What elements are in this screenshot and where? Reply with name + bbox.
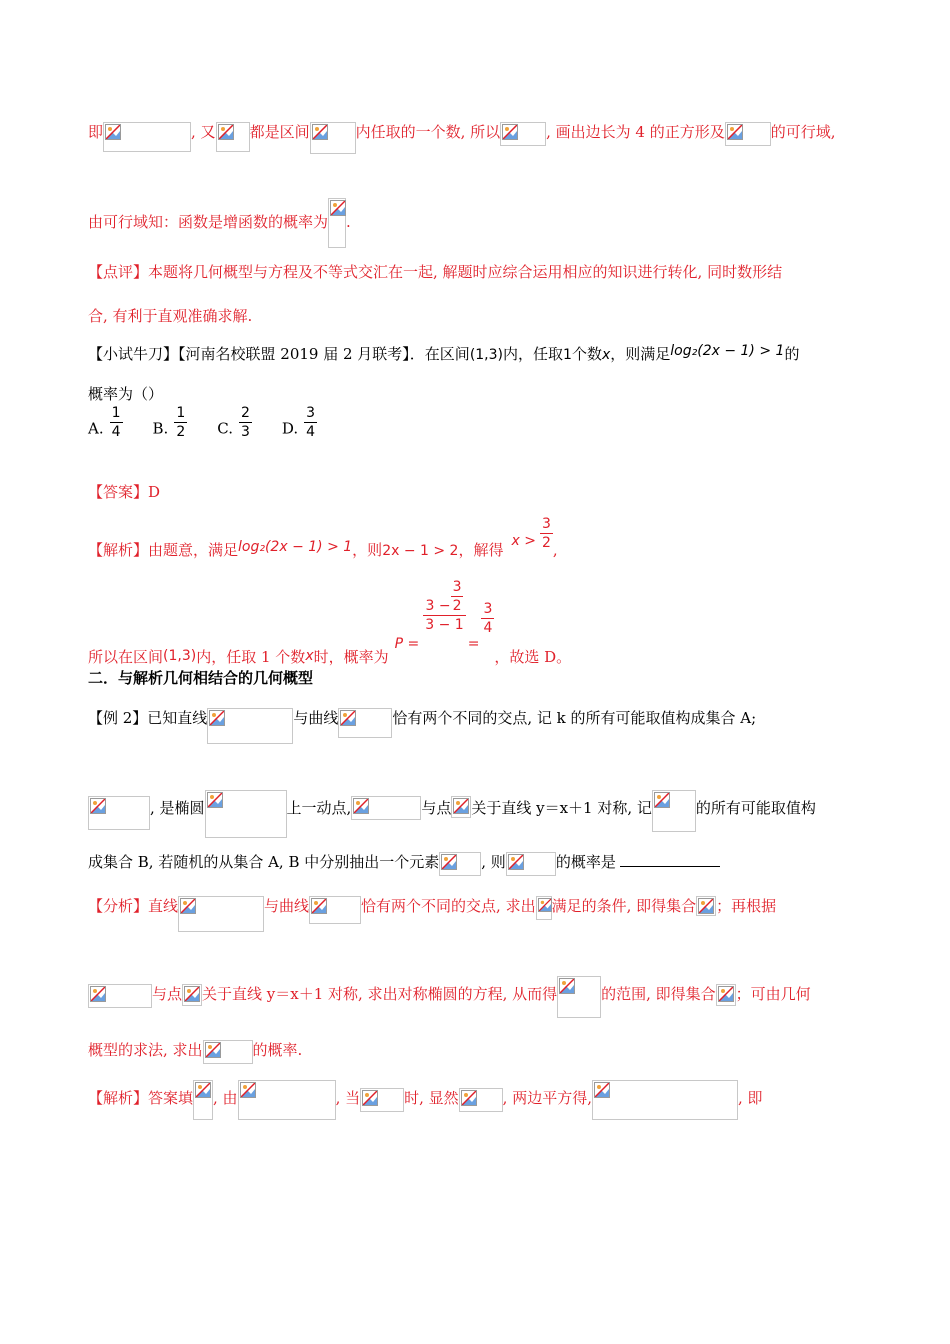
text-segment: , 由 bbox=[213, 1089, 238, 1107]
math-variable: x bbox=[305, 647, 314, 664]
text-segment: 的 bbox=[784, 345, 800, 363]
text-segment: 与曲线 bbox=[293, 709, 339, 727]
option-c[interactable] bbox=[217, 405, 252, 441]
text-segment: 时，概率为 bbox=[313, 647, 389, 666]
example2-line-2 bbox=[88, 790, 816, 838]
option-label: C. bbox=[217, 419, 233, 438]
broken-image-icon bbox=[654, 792, 670, 808]
text-segment: 概型的求法, 求出 bbox=[88, 1041, 203, 1059]
broken-image-icon bbox=[559, 978, 575, 994]
option-fraction bbox=[110, 404, 123, 441]
fraction-denominator: 2 bbox=[452, 597, 462, 614]
text-segment: 的概率. bbox=[252, 1041, 303, 1059]
formula-image bbox=[716, 984, 736, 1006]
broken-image-icon bbox=[508, 854, 524, 870]
broken-image-icon bbox=[218, 124, 234, 140]
formula-image bbox=[310, 122, 356, 154]
formula-image bbox=[459, 1088, 503, 1112]
formula-image bbox=[439, 852, 481, 876]
broken-image-icon bbox=[205, 1042, 221, 1058]
fraction-numerator: 3 bbox=[452, 578, 462, 595]
fraction-numerator: 1 bbox=[111, 405, 121, 421]
text-segment: , 即 bbox=[737, 1089, 763, 1107]
formula-image bbox=[652, 790, 696, 832]
text-segment: 即 bbox=[88, 123, 104, 141]
text-segment: 都是区间 bbox=[249, 123, 310, 141]
broken-image-icon bbox=[207, 792, 223, 808]
fraction-denominator: 4 bbox=[483, 620, 493, 636]
text-segment: 【例 2】已知直线 bbox=[88, 709, 208, 727]
analysis2-line-3 bbox=[88, 1040, 302, 1064]
text-segment: ，故选 D。 bbox=[494, 647, 572, 666]
option-label: A. bbox=[88, 419, 104, 438]
fraction-numerator: 1 bbox=[176, 405, 186, 421]
formula-image bbox=[88, 796, 150, 830]
broken-image-icon bbox=[311, 898, 327, 914]
text-segment: 与曲线 bbox=[264, 897, 310, 915]
math-fraction bbox=[540, 515, 553, 552]
text-segment: 内，任取 1 个数 bbox=[196, 647, 306, 666]
quiz-question-line-2: 概率为（） bbox=[88, 385, 164, 403]
result-fraction bbox=[481, 600, 494, 637]
text-segment: 内，任取 bbox=[503, 345, 564, 363]
solution-line bbox=[88, 1080, 763, 1120]
answer: 【答案】D bbox=[88, 483, 161, 501]
formula-image bbox=[203, 1040, 253, 1064]
text-segment: ，则满足 bbox=[610, 345, 671, 363]
broken-image-icon bbox=[90, 798, 106, 814]
comment-line-1: 【点评】本题将几何概型与方程及不等式交汇在一起, 解题时应综合运用相应的知识进行转化, 同时数形结 bbox=[88, 263, 783, 281]
text-segment: 上一动点, bbox=[286, 799, 352, 817]
analysis-line-2 bbox=[88, 574, 572, 666]
text-segment: 的可行域, bbox=[770, 123, 836, 141]
formula-image bbox=[351, 796, 421, 820]
text-segment: ，解得 bbox=[458, 541, 504, 559]
formula-image bbox=[182, 984, 202, 1006]
formula-image bbox=[103, 122, 191, 152]
math-expression: = bbox=[467, 635, 480, 652]
broken-image-icon bbox=[340, 710, 356, 726]
broken-image-icon bbox=[209, 710, 225, 726]
formula-image bbox=[725, 122, 771, 146]
quiz-interval: (1,3) bbox=[469, 347, 504, 363]
paragraph-feasible-region bbox=[88, 122, 836, 154]
broken-image-icon bbox=[180, 898, 196, 914]
broken-image-icon bbox=[727, 124, 743, 140]
broken-image-icon bbox=[441, 854, 457, 870]
broken-image-icon bbox=[718, 986, 734, 1002]
formula-image bbox=[238, 1080, 336, 1120]
quiz-tag: 【小试牛刀】 bbox=[88, 345, 179, 363]
option-fraction bbox=[174, 404, 187, 441]
formula-image bbox=[178, 896, 264, 932]
text-segment: 所以在区间 bbox=[88, 647, 164, 666]
broken-image-icon bbox=[362, 1090, 378, 1106]
text-segment: ，则 bbox=[352, 541, 383, 559]
option-fraction bbox=[304, 404, 317, 441]
broken-image-icon bbox=[594, 1082, 610, 1098]
broken-image-icon bbox=[312, 124, 328, 140]
text-segment: . bbox=[346, 213, 351, 231]
formula-image bbox=[506, 852, 556, 876]
text-segment: , 是椭圆 bbox=[150, 799, 205, 817]
fraction-numerator: 2 bbox=[240, 405, 250, 421]
text-segment: ；可由几何 bbox=[735, 985, 811, 1003]
text-segment: , 则 bbox=[481, 853, 506, 871]
formula-image bbox=[88, 984, 152, 1008]
broken-image-icon bbox=[698, 898, 714, 914]
fraction-denominator: 4 bbox=[306, 424, 316, 440]
option-b[interactable] bbox=[152, 405, 188, 441]
text-segment: 恰有两个不同的交点, 求出 bbox=[361, 897, 536, 915]
fraction-denominator: 3 bbox=[240, 424, 250, 440]
analysis2-line-2 bbox=[88, 976, 811, 1018]
math-condition: log₂(2x − 1) > 1 bbox=[238, 539, 353, 555]
math-number: 1 bbox=[563, 347, 572, 363]
analysis-line-1 bbox=[88, 515, 558, 559]
text-segment: 时, 显然 bbox=[404, 1089, 459, 1107]
formula-image bbox=[207, 708, 293, 744]
formula-image bbox=[216, 122, 250, 152]
broken-image-icon bbox=[184, 986, 200, 1002]
text-segment: 内任取的一个数, 所以 bbox=[355, 123, 501, 141]
formula-image bbox=[500, 122, 546, 146]
fraction-numerator: 3 bbox=[541, 515, 551, 532]
formula-image bbox=[592, 1080, 738, 1120]
broken-image-icon bbox=[240, 1082, 256, 1098]
text-segment: 成集合 B, 若随机的从集合 A, B 中分别抽出一个元素 bbox=[88, 853, 440, 871]
broken-image-icon bbox=[330, 200, 346, 216]
math-expression: P = bbox=[394, 635, 420, 652]
text-segment: 【解析】由题意，满足 bbox=[88, 541, 239, 559]
broken-image-icon bbox=[353, 798, 369, 814]
text-segment: 个数 bbox=[571, 345, 602, 363]
formula-image bbox=[309, 896, 361, 924]
broken-image-icon bbox=[538, 898, 552, 912]
text-segment: 满足的条件, 即得集合 bbox=[551, 897, 697, 915]
fraction-denominator: 2 bbox=[176, 424, 186, 440]
math-condition: log₂(2x − 1) > 1 bbox=[670, 343, 785, 359]
text-segment: 关于直线 y＝x＋1 对称, 记 bbox=[471, 799, 652, 817]
fraction-denominator: 2 bbox=[541, 534, 551, 551]
text-segment: 的所有可能取值构 bbox=[695, 799, 816, 817]
math-interval: (1,3) bbox=[163, 647, 197, 664]
formula-image bbox=[193, 1080, 213, 1120]
text-segment: , 又 bbox=[191, 123, 216, 141]
text-segment: 恰有两个不同的交点, 记 k 的所有可能取值构成集合 A; bbox=[392, 709, 757, 727]
text-segment: 关于直线 y＝x＋1 对称, 求出对称椭圆的方程, 从而得 bbox=[202, 985, 558, 1003]
text-segment: , bbox=[552, 541, 558, 559]
math-inequality: 2x − 1 > 2 bbox=[382, 543, 459, 559]
text-segment: , 画出边长为 4 的正方形及 bbox=[546, 123, 725, 141]
broken-image-icon bbox=[461, 1090, 477, 1106]
broken-image-icon bbox=[195, 1082, 211, 1098]
option-label: D. bbox=[281, 419, 299, 438]
broken-image-icon bbox=[90, 986, 106, 1002]
option-fraction bbox=[239, 404, 252, 441]
option-d[interactable] bbox=[281, 405, 317, 441]
text-segment: 【解析】答案填 bbox=[88, 1089, 194, 1107]
probability-fraction bbox=[423, 578, 465, 634]
text-segment: 【分析】直线 bbox=[88, 897, 179, 915]
nested-fraction bbox=[451, 578, 464, 615]
text-segment: 与点 bbox=[421, 799, 452, 817]
math-expression: x > bbox=[511, 533, 536, 549]
text-segment: 与点 bbox=[152, 985, 183, 1003]
quiz-options bbox=[88, 405, 317, 441]
comment-line-2: 合, 有利于直观准确求解. bbox=[88, 307, 253, 325]
analysis2-line-1 bbox=[88, 896, 776, 932]
example2-line-1 bbox=[88, 708, 756, 744]
formula-image bbox=[205, 790, 287, 838]
fraction-denominator: 3 − 1 bbox=[425, 616, 464, 633]
broken-image-icon bbox=[502, 124, 518, 140]
fraction-numerator: 3 bbox=[306, 405, 316, 421]
math-expression: 3 − bbox=[425, 598, 451, 614]
broken-image-icon bbox=[453, 798, 469, 814]
formula-image bbox=[696, 896, 716, 916]
formula-image bbox=[557, 976, 601, 1018]
quiz-question bbox=[88, 344, 799, 365]
section-title: 二．与解析几何相结合的几何概型 bbox=[88, 669, 314, 687]
quiz-source: 【河南名校联盟 2019 届 2 月联考】．在区间 bbox=[178, 345, 470, 363]
formula-image bbox=[338, 708, 392, 738]
example2-line-3 bbox=[88, 852, 720, 876]
text-segment: 的范围, 即得集合 bbox=[601, 985, 716, 1003]
answer-blank[interactable] bbox=[620, 852, 720, 867]
text-segment: ；再根据 bbox=[716, 897, 777, 915]
fraction-numerator: 3 bbox=[483, 601, 493, 617]
formula-image bbox=[328, 198, 346, 248]
math-variable: x bbox=[601, 347, 611, 363]
fraction-numerator bbox=[423, 578, 465, 615]
formula-image bbox=[536, 896, 552, 920]
text-segment: 的概率是 bbox=[555, 853, 616, 871]
text-segment: 由可行域知：函数是增函数的概率为 bbox=[88, 213, 329, 231]
formula-image bbox=[360, 1088, 404, 1112]
fraction-denominator: 4 bbox=[111, 424, 121, 440]
paragraph-probability bbox=[88, 198, 351, 248]
text-segment: , 两边平方得, bbox=[502, 1089, 592, 1107]
formula-image bbox=[451, 796, 471, 818]
option-a[interactable] bbox=[88, 405, 123, 441]
broken-image-icon bbox=[105, 124, 121, 140]
text-segment: , 当 bbox=[335, 1089, 361, 1107]
option-label: B. bbox=[152, 419, 169, 438]
